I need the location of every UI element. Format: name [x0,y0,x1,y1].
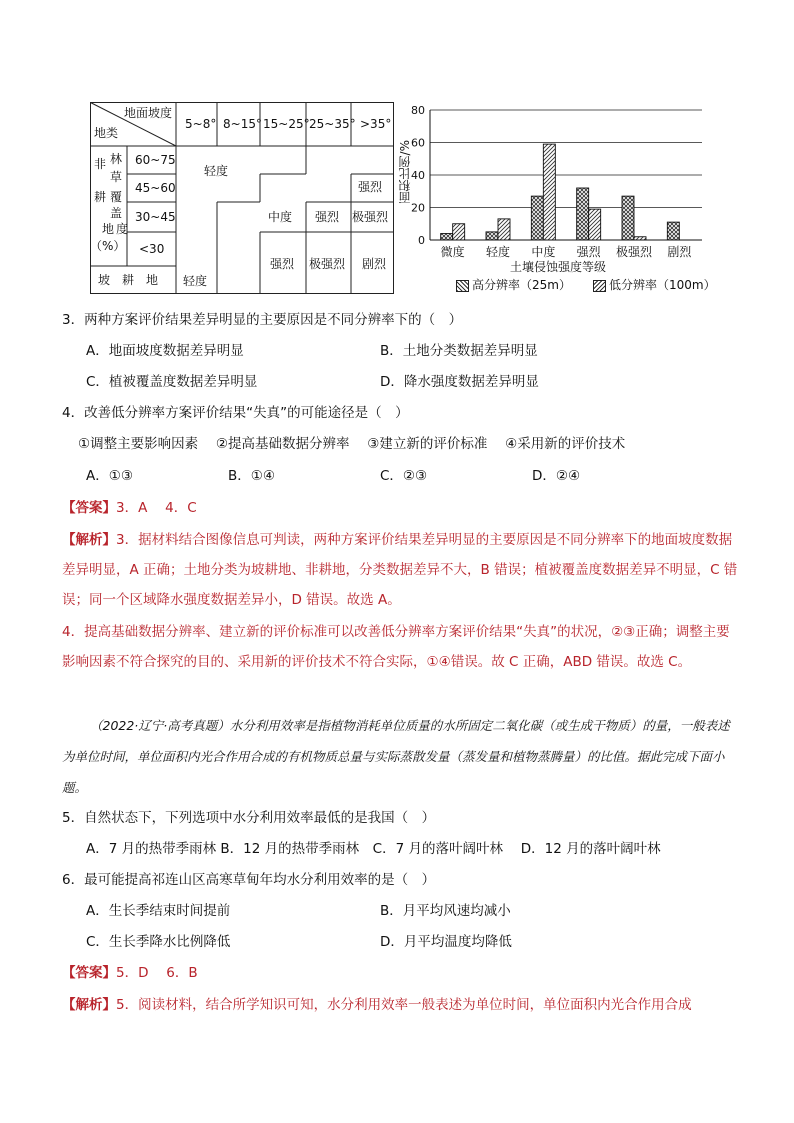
cell-severe: 剧烈 [362,257,387,271]
x-tick-label: 轻度 [485,245,511,259]
cell-moderate: 中度 [268,210,293,224]
y-tick-label: 20 [411,201,425,215]
bar-high-res [486,232,498,240]
y-tick-label: 80 [411,104,425,117]
q5-stem: 5．自然状态下，下列选项中水分利用效率最低的是我国（ ） [62,810,436,826]
slope-col-5: >35° [360,117,392,131]
cell-strong-row2: 强烈 [358,180,383,194]
x-tick-label: 极强烈 [615,245,653,259]
bar-high-res [577,188,589,240]
y-tick-label: 40 [411,169,425,182]
q4-option-c[interactable]: C．②③ [380,468,428,484]
bar-high-res [622,196,634,240]
y-tick-label: 0 [418,234,425,247]
q3-stem: 3．两种方案评价结果差异明显的主要原因是不同分辨率下的（ ） [62,312,463,328]
q4-option-a[interactable]: A．①③ [86,468,133,484]
bar-low-res [453,224,465,240]
q6-option-d[interactable]: D．月平均温度均降低 [380,934,512,950]
bar-low-res [543,144,555,240]
x-tick-label: 微度 [440,245,465,259]
answer-block-2 [62,963,198,983]
q6-stem: 6．最可能提高祁连山区高寒草甸年均水分利用效率的是（ ） [62,872,436,888]
cell-light-top: 轻度 [204,164,229,178]
vertical-label-char: 覆 [110,190,123,204]
slope-col-1: 5~8° [185,117,217,131]
erosion-bar-chart [396,100,716,296]
vertical-label-char: 非 [94,157,107,171]
vertical-label-char: 地 [102,222,115,236]
x-axis-label: 土壤侵蚀强度等级 [510,260,607,274]
x-tick-label: 中度 [531,245,556,259]
cell-strong-row3: 强烈 [315,210,340,224]
legend-label-low: 低分辨率（100m） [609,278,716,292]
bar-high-res [441,234,453,241]
q4-stem: 4．改善低分辨率方案评价结果“失真”的可能途径是（ ） [62,405,409,421]
q6-option-b[interactable]: B．月平均风速均减小 [380,903,511,919]
answer-tag: 【答案】 [62,965,116,981]
slope-col-3: 15~25° [263,117,310,131]
vertical-label-char: 草 [110,170,123,184]
cover-row-3: 30~45 [135,210,176,224]
vertical-label-char: 盖 [110,206,123,220]
analysis-q5-text: 5．阅读材料，结合所学知识可知，水分利用效率一般表述为单位时间，单位面积内光合作用合成 [116,997,692,1013]
slope-col-2: 8~15° [223,117,262,131]
percent-unit: （%） [90,239,126,253]
bar-low-res [498,219,510,240]
analysis-q3 [62,525,738,615]
cover-row-4: <30 [139,242,165,256]
cell-strong-row4: 强烈 [270,257,295,271]
q4-option-d[interactable]: D．②④ [532,468,581,484]
legend-swatch-low [593,280,606,292]
vertical-label-char: 林 [110,152,123,166]
cover-row-1: 60~75 [135,153,176,167]
y-tick-label: 60 [411,136,425,150]
header-slope-label: 地面坡度 [124,106,173,120]
y-axis-label: 面积比例/% [398,140,412,204]
q3-option-b[interactable]: B．土地分类数据差异明显 [380,343,538,359]
q5-options[interactable]: A．7 月的热带季雨林 B．12 月的热带季雨林 C．7 月的落叶阔叶林 D．12 月的落叶阔叶林 [86,841,661,857]
cell-very-strong-row3: 极强烈 [352,210,389,224]
header-landtype-label: 地类 [94,126,119,140]
x-tick-label: 剧烈 [667,245,692,259]
bar-high-res [531,196,543,240]
x-tick-label: 强烈 [576,245,601,259]
slope-farmland-label: 坡 耕 地 [98,273,159,287]
q3-option-a[interactable]: A．地面坡度数据差异明显 [86,343,244,359]
q4-option-b[interactable]: B．①④ [228,468,275,484]
answer-tag: 【答案】 [62,500,116,516]
answer-block-1 [62,498,197,518]
slope-col-4: 25~35° [309,117,356,131]
analysis-q3-text: 3．据材料结合图像信息可判读，两种方案评价结果差异明显的主要原因是不同分辨率下的地面坡度数据差异明显，A 正确；土地分类为坡耕地、非耕地，分类数据差异不大，B 错误；植被覆盖度数据差异不明显，C 错误；同一个区域降水强度数据差异小，D 错误。故选 A。 [62,532,738,608]
answer-text: 5．D 6．B [116,965,198,981]
q4-items: ①调整主要影响因素 ②提高基础数据分辨率 ③建立新的评价标准 ④采用新的评价技术 [78,436,626,452]
cell-light-bottom: 轻度 [183,274,208,288]
bar-high-res [667,222,679,240]
analysis-q5 [62,995,692,1015]
q3-option-d[interactable]: D．降水强度数据差异明显 [380,374,539,390]
q3-option-c[interactable]: C．植被覆盖度数据差异明显 [86,374,258,390]
q6-option-c[interactable]: C．生长季降水比例降低 [86,934,231,950]
erosion-grading-table [90,102,394,294]
analysis-tag: 【解析】 [62,532,116,548]
analysis-q4: 4．提高基础数据分辨率、建立新的评价标准可以改善低分辨率方案评价结果“失真”的状况，②③正确；调整主要影响因素不符合探究的目的、采用新的评价技术不符合实际，①④错误。故 C 正确，ABD 错误。故选 C。 [62,624,730,670]
bar-low-res [589,209,601,240]
vertical-label-char: 耕 [94,190,107,204]
answer-text: 3．A 4．C [116,500,197,516]
analysis-tag: 【解析】 [62,997,116,1013]
cover-row-2: 45~60 [135,181,176,195]
cell-very-strong-row4: 极强烈 [309,257,346,271]
legend-label-high: 高分辨率（25m） [472,278,571,292]
q6-option-a[interactable]: A．生长季结束时间提前 [86,903,231,919]
vertical-label-char: 度 [116,222,129,236]
legend-swatch-high [456,280,469,292]
material-text: （2022·辽宁·高考真题）水分利用效率是指植物消耗单位质量的水所固定二氧化碳（或生成干物质）的量，一般表述为单位时间，单位面积内光合作用合成的有机物质总量与实际蒸散发量（蒸发量和植物蒸腾量）的比值。据此完成下面小题。 [62,718,730,795]
